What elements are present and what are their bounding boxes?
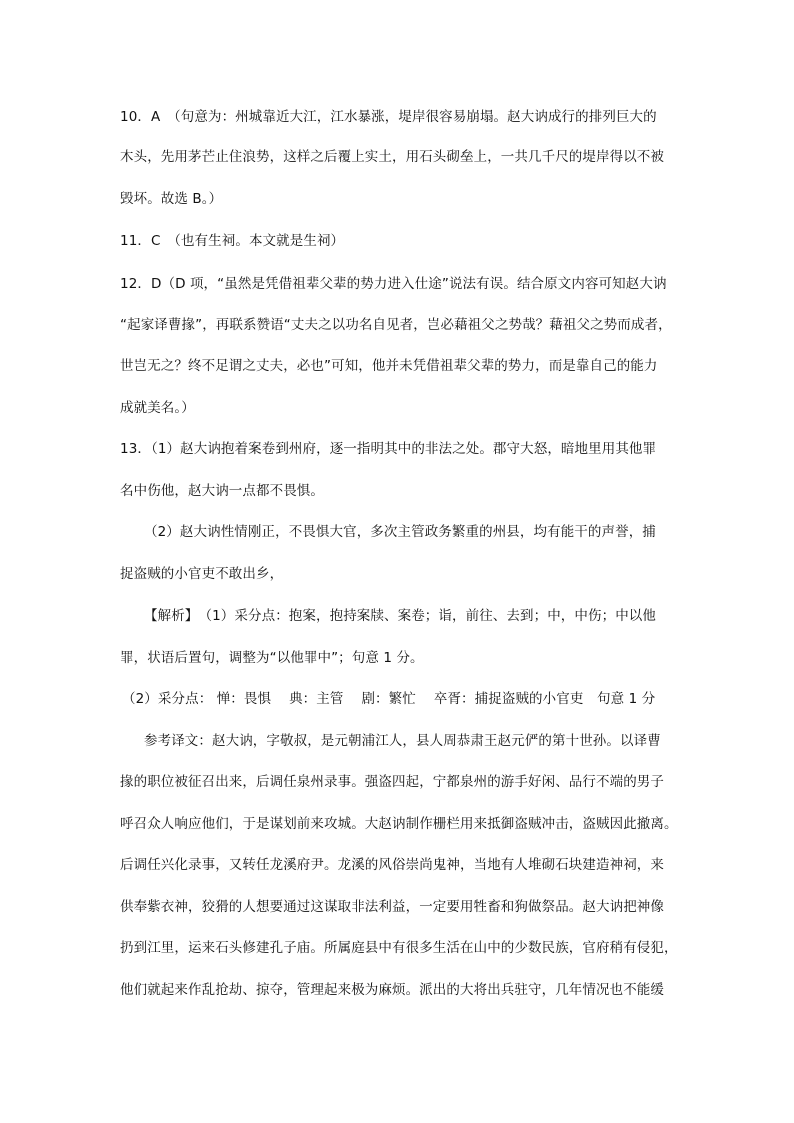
translation-line-4: 后调任兴化录事，又转任龙溪府尹。龙溪的风俗崇尚鬼神，当地有人堆砌石块建造神祠，来 (120, 857, 664, 873)
answer-13-1-line-1: 13．（1）赵大讷抱着案卷到州府，逐一指明其中的非法之处。郡守大怒，暗地里用其他罪 (120, 441, 657, 457)
answer-10-line-1: 10．A （句意为：州城靠近大江，江水暴涨，堤岸很容易崩塌。赵大讷成行的排列巨大的 (120, 109, 657, 125)
analysis-line-3: （2）采分点： 惮：畏惧 典：主管 剧：繁忙 卒胥：捕捉盗贼的小官吏 句意 1 分 (122, 691, 656, 707)
analysis-line-1: 【解析】 （1）采分点：抱案，抱持案牍、案卷；诣，前往、去到；中，中伤；中以他 (144, 608, 656, 624)
analysis-line-2: 罪，状语后置句，调整为“以他罪中”；句意 1 分。 (120, 650, 424, 666)
translation-line-7: 他们就起来作乱抢劫、掠夺，管理起来极为麻烦。派出的大将出兵驻守，几年情况也不能缓 (120, 982, 664, 998)
answer-12-line-4: 成就美名。） (120, 400, 195, 416)
answer-13-1-line-2: 名中伤他，赵大讷一点都不畏惧。 (120, 483, 324, 499)
answer-12-line-1: 12．D（D 项，“虽然是凭借祖辈父辈的势力进入仕途”说法有误。结合原文内容可知赵大讷 (120, 276, 667, 292)
translation-line-5: 供奉紫衣神，狡猾的人想要通过这谋取非法利益，一定要用牲畜和狗做祭品。赵大讷把神像 (120, 899, 664, 915)
answer-13-2-line-2: 捉盗贼的小官吏不敢出乡， (120, 566, 284, 582)
answer-12-line-2: “起家译曹掾”，再联系赞语“丈夫之以功名自见者，岂必藉祖父之势哉？藉祖父之势而成者， (120, 317, 672, 333)
translation-line-2: 掾的职位被征召出来，后调任泉州录事。强盗四起，宁都泉州的游手好闲、品行不端的男子 (120, 774, 664, 790)
answer-13-2-line-1: （2）赵大讷性情刚正，不畏惧大官，多次主管政务繁重的州县，均有能干的声誉，捕 (144, 524, 656, 540)
answer-10-line-3: 毁坏。故选 B。） (120, 191, 223, 207)
translation-line-1: 参考译文：赵大讷，字敬叔，是元朝浦江人，县人周恭肃王赵元俨的第十世孙。以译曹 (144, 733, 661, 749)
answer-11-line: 11．C （也有生祠。本文就是生祠） (120, 233, 345, 249)
translation-line-3: 呼召众人响应他们，于是谋划前来攻城。大赵讷制作栅栏用来抵御盗贼冲击，盗贼因此撤离。 (120, 816, 678, 832)
answer-10-line-2: 木头，先用茅芒止住浪势，这样之后覆上实土，用石头砌垒上，一共几千尺的堤岸得以不被 (120, 149, 664, 165)
answer-12-line-3: 世岂无之？终不足谓之丈夫，必也”可知，他并未凭借祖辈父辈的势力，而是靠自己的能力 (120, 358, 658, 374)
translation-line-6: 扔到江里，运来石头修建孔子庙。所属庭县中有很多生活在山中的少数民族，官府稍有侵犯， (120, 940, 678, 956)
